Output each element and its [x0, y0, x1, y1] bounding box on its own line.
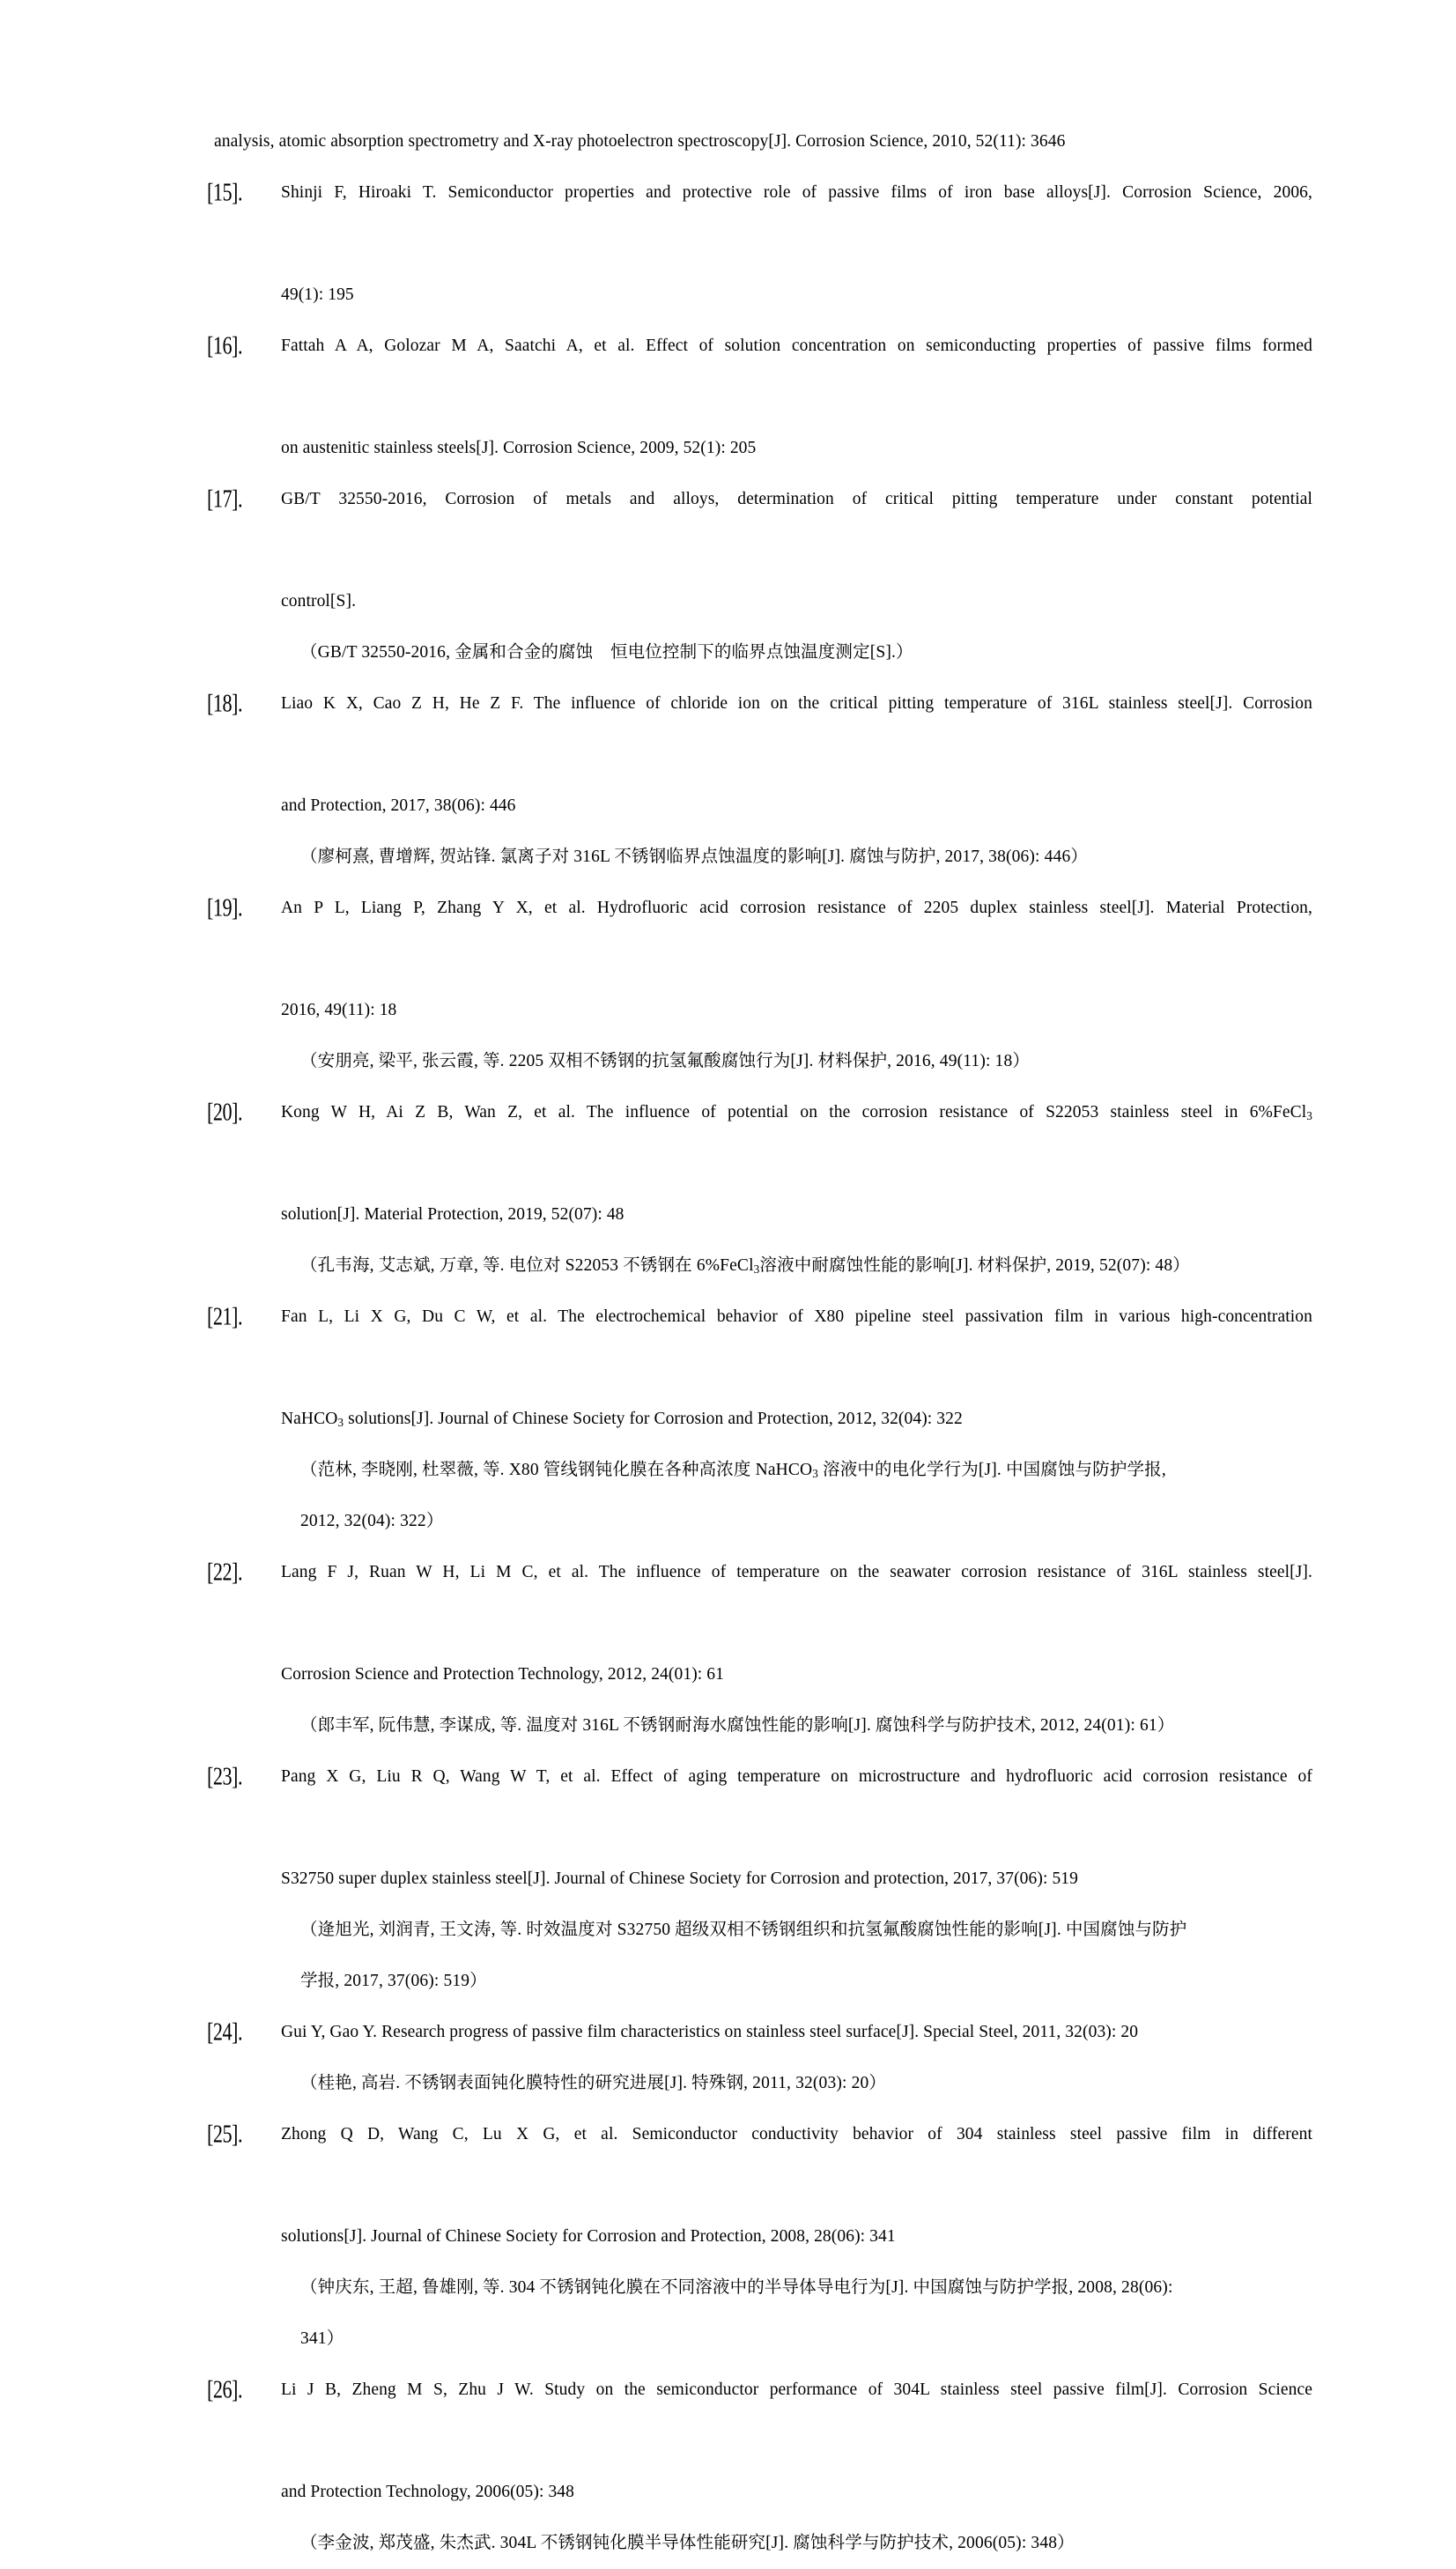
reference-chinese-line: 341） — [300, 2329, 344, 2348]
reference-number: [21]. — [207, 1303, 243, 1331]
reference-number: [18]. — [207, 690, 243, 718]
reference-item — [207, 321, 1312, 474]
reference-line: Liao K X, Cao Z H, He Z F. The influence of chloride ion on the critical pitting temperature of 316L stainless steel[J]. Corrosion — [281, 694, 1312, 713]
reference-line: Fattah A A, Golozar M A, Saatchi A, et al. Effect of solution concentration on semiconducting properties of passive films formed — [281, 337, 1312, 355]
reference-body — [281, 2365, 1312, 2569]
reference-chinese-line: （安朋亮, 梁平, 张云霞, 等. 2205 双相不锈钢的抗氢氟酸腐蚀行为[J]. 材料保护, 2016, 49(11): 18） — [300, 1052, 1031, 1070]
reference-chinese-line: （桂艳, 高岩. 不锈钢表面钝化膜特性的研究进展[J]. 特殊钢, 2011, 32(03): 20） — [300, 2074, 887, 2092]
reference-line: 2016, 49(11): 18 — [281, 1001, 397, 1019]
reference-line: and Protection Technology, 2006(05): 348 — [281, 2483, 574, 2501]
reference-body — [281, 321, 1312, 474]
reference-chinese-line: （廖柯熹, 曹增辉, 贺站锋. 氯离子对 316L 不锈钢临界点蚀温度的影响[J]. 腐蚀与防护, 2017, 38(06): 446） — [300, 848, 1088, 866]
reference-line: S32750 super duplex stainless steel[J]. Journal of Chinese Society for Corrosion and protection, 2017, 37(06): 519 — [281, 1869, 1079, 1888]
reference-chinese-line: （李金波, 郑茂盛, 朱杰武. 304L 不锈钢钝化膜半导体性能研究[J]. 腐蚀科学与防护技术, 2006(05): 348） — [300, 2534, 1075, 2552]
reference-chinese-line: （GB/T 32550-2016, 金属和合金的腐蚀 恒电位控制下的临界点蚀温度测定[S].） — [300, 643, 913, 662]
reference-number: [20]. — [207, 1099, 243, 1127]
continuation-line — [214, 116, 1312, 167]
reference-line: Fan L, Li X G, Du C W, et al. The electrochemical behavior of X80 pipeline steel passivation film in various high-concentration — [281, 1307, 1312, 1326]
reference-body — [281, 1292, 1312, 1547]
reference-item — [207, 167, 1312, 321]
reference-chinese-line: 学报, 2017, 37(06): 519） — [300, 1972, 487, 1990]
reference-line: An P L, Liang P, Zhang Y X, et al. Hydrofluoric acid corrosion resistance of 2205 duplex stainless steel[J]. Material Protection, — [281, 899, 1312, 917]
reference-item — [207, 1547, 1312, 1751]
reference-item — [207, 883, 1312, 1087]
reference-item — [207, 2007, 1312, 2109]
reference-chinese-line: （钟庆东, 王超, 鲁雄刚, 等. 304 不锈钢钝化膜在不同溶液中的半导体导电行为[J]. 中国腐蚀与防护学报, 2008, 28(06): — [300, 2278, 1173, 2297]
reference-line: Gui Y, Gao Y. Research progress of passive film characteristics on stainless steel surface[J]. Special Steel, 2011, 32(03): 20 — [281, 2023, 1139, 2041]
reference-line: Pang X G, Liu R Q, Wang W T, et al. Effect of aging temperature on microstructure and hydrofluoric acid corrosion resistance of — [281, 1767, 1312, 1786]
reference-body — [281, 1547, 1312, 1751]
reference-line: GB/T 32550-2016, Corrosion of metals and alloys, determination of critical pitting temperature under constant potential — [281, 490, 1312, 508]
reference-chinese-line: （范林, 李晓刚, 杜翠薇, 等. X80 管线钢钝化膜在各种高浓度 NaHCO$_3$ 溶液中的电化学行为[J]. 中国腐蚀与防护学报, — [300, 1461, 1166, 1480]
continuation-text: analysis, atomic absorption spectrometry and X-ray photoelectron spectroscopy[J]. Corrosion Science, 2010, 52(11): 3646 — [214, 132, 1066, 151]
reference-line: 49(1): 195 — [281, 285, 354, 304]
reference-line: solutions[J]. Journal of Chinese Society for Corrosion and Protection, 2008, 28(06): 341 — [281, 2227, 896, 2246]
reference-number: [23]. — [207, 1763, 243, 1791]
reference-body — [281, 1751, 1312, 2007]
reference-item — [207, 1751, 1312, 2007]
reference-body — [281, 2109, 1312, 2365]
reference-line: Corrosion Science and Protection Technology, 2012, 24(01): 61 — [281, 1665, 724, 1684]
reference-number: [24]. — [207, 2018, 243, 2047]
reference-item — [207, 1087, 1312, 1292]
reference-body — [281, 167, 1312, 321]
reference-line: NaHCO$_3$ solutions[J]. Journal of Chinese Society for Corrosion and Protection, 2012, 32(04): 322 — [281, 1410, 963, 1429]
reference-item — [207, 474, 1312, 678]
reference-line: solution[J]. Material Protection, 2019, 52(07): 48 — [281, 1205, 625, 1224]
reference-number: [22]. — [207, 1558, 243, 1587]
reference-number: [25]. — [207, 2121, 243, 2149]
reference-number: [26]. — [207, 2376, 243, 2404]
reference-line: on austenitic stainless steels[J]. Corrosion Science, 2009, 52(1): 205 — [281, 439, 757, 457]
reference-item — [207, 2109, 1312, 2365]
reference-chinese-line: （郎丰军, 阮伟慧, 李谋成, 等. 温度对 316L 不锈钢耐海水腐蚀性能的影响[J]. 腐蚀科学与防护技术, 2012, 24(01): 61） — [300, 1716, 1175, 1735]
reference-line: Kong W H, Ai Z B, Wan Z, et al. The influence of potential on the corrosion resistance of S22053 stainless steel in 6%FeCl$_3$ — [281, 1103, 1312, 1122]
reference-body — [281, 883, 1312, 1087]
reference-number: [19]. — [207, 894, 243, 922]
reference-body — [281, 2007, 1312, 2109]
reference-number: [15]. — [207, 179, 243, 207]
reference-item — [207, 1292, 1312, 1547]
reference-number: [17]. — [207, 485, 243, 514]
reference-body — [281, 678, 1312, 883]
reference-number: [16]. — [207, 332, 243, 360]
reference-item — [207, 678, 1312, 883]
reference-line: Li J B, Zheng M S, Zhu J W. Study on the semiconductor performance of 304L stainless steel passive film[J]. Corrosion Science — [281, 2380, 1312, 2399]
reference-item — [207, 2365, 1312, 2569]
reference-line: and Protection, 2017, 38(06): 446 — [281, 796, 516, 815]
reference-line: Zhong Q D, Wang C, Lu X G, et al. Semiconductor conductivity behavior of 304 stainless steel passive film in different — [281, 2125, 1312, 2143]
reference-body — [281, 1087, 1312, 1292]
reference-chinese-line: （逄旭光, 刘润青, 王文涛, 等. 时效温度对 S32750 超级双相不锈钢组织和抗氢氟酸腐蚀性能的影响[J]. 中国腐蚀与防护 — [300, 1921, 1187, 1939]
reference-line: control[S]. — [281, 592, 357, 611]
reference-body — [281, 474, 1312, 678]
reference-line: Lang F J, Ruan W H, Li M C, et al. The influence of temperature on the seawater corrosion resistance of 316L stainless steel[J]. — [281, 1563, 1312, 1581]
reference-chinese-line: 2012, 32(04): 322） — [300, 1512, 444, 1530]
reference-list — [207, 116, 1312, 2569]
reference-chinese-line: （孔韦海, 艾志斌, 万章, 等. 电位对 S22053 不锈钢在 6%FeCl$_3$溶液中耐腐蚀性能的影响[J]. 材料保护, 2019, 52(07): 48） — [300, 1256, 1190, 1276]
reference-line: Shinji F, Hiroaki T. Semiconductor properties and protective role of passive films of iron base alloys[J]. Corrosion Science, 2006, — [281, 183, 1312, 202]
